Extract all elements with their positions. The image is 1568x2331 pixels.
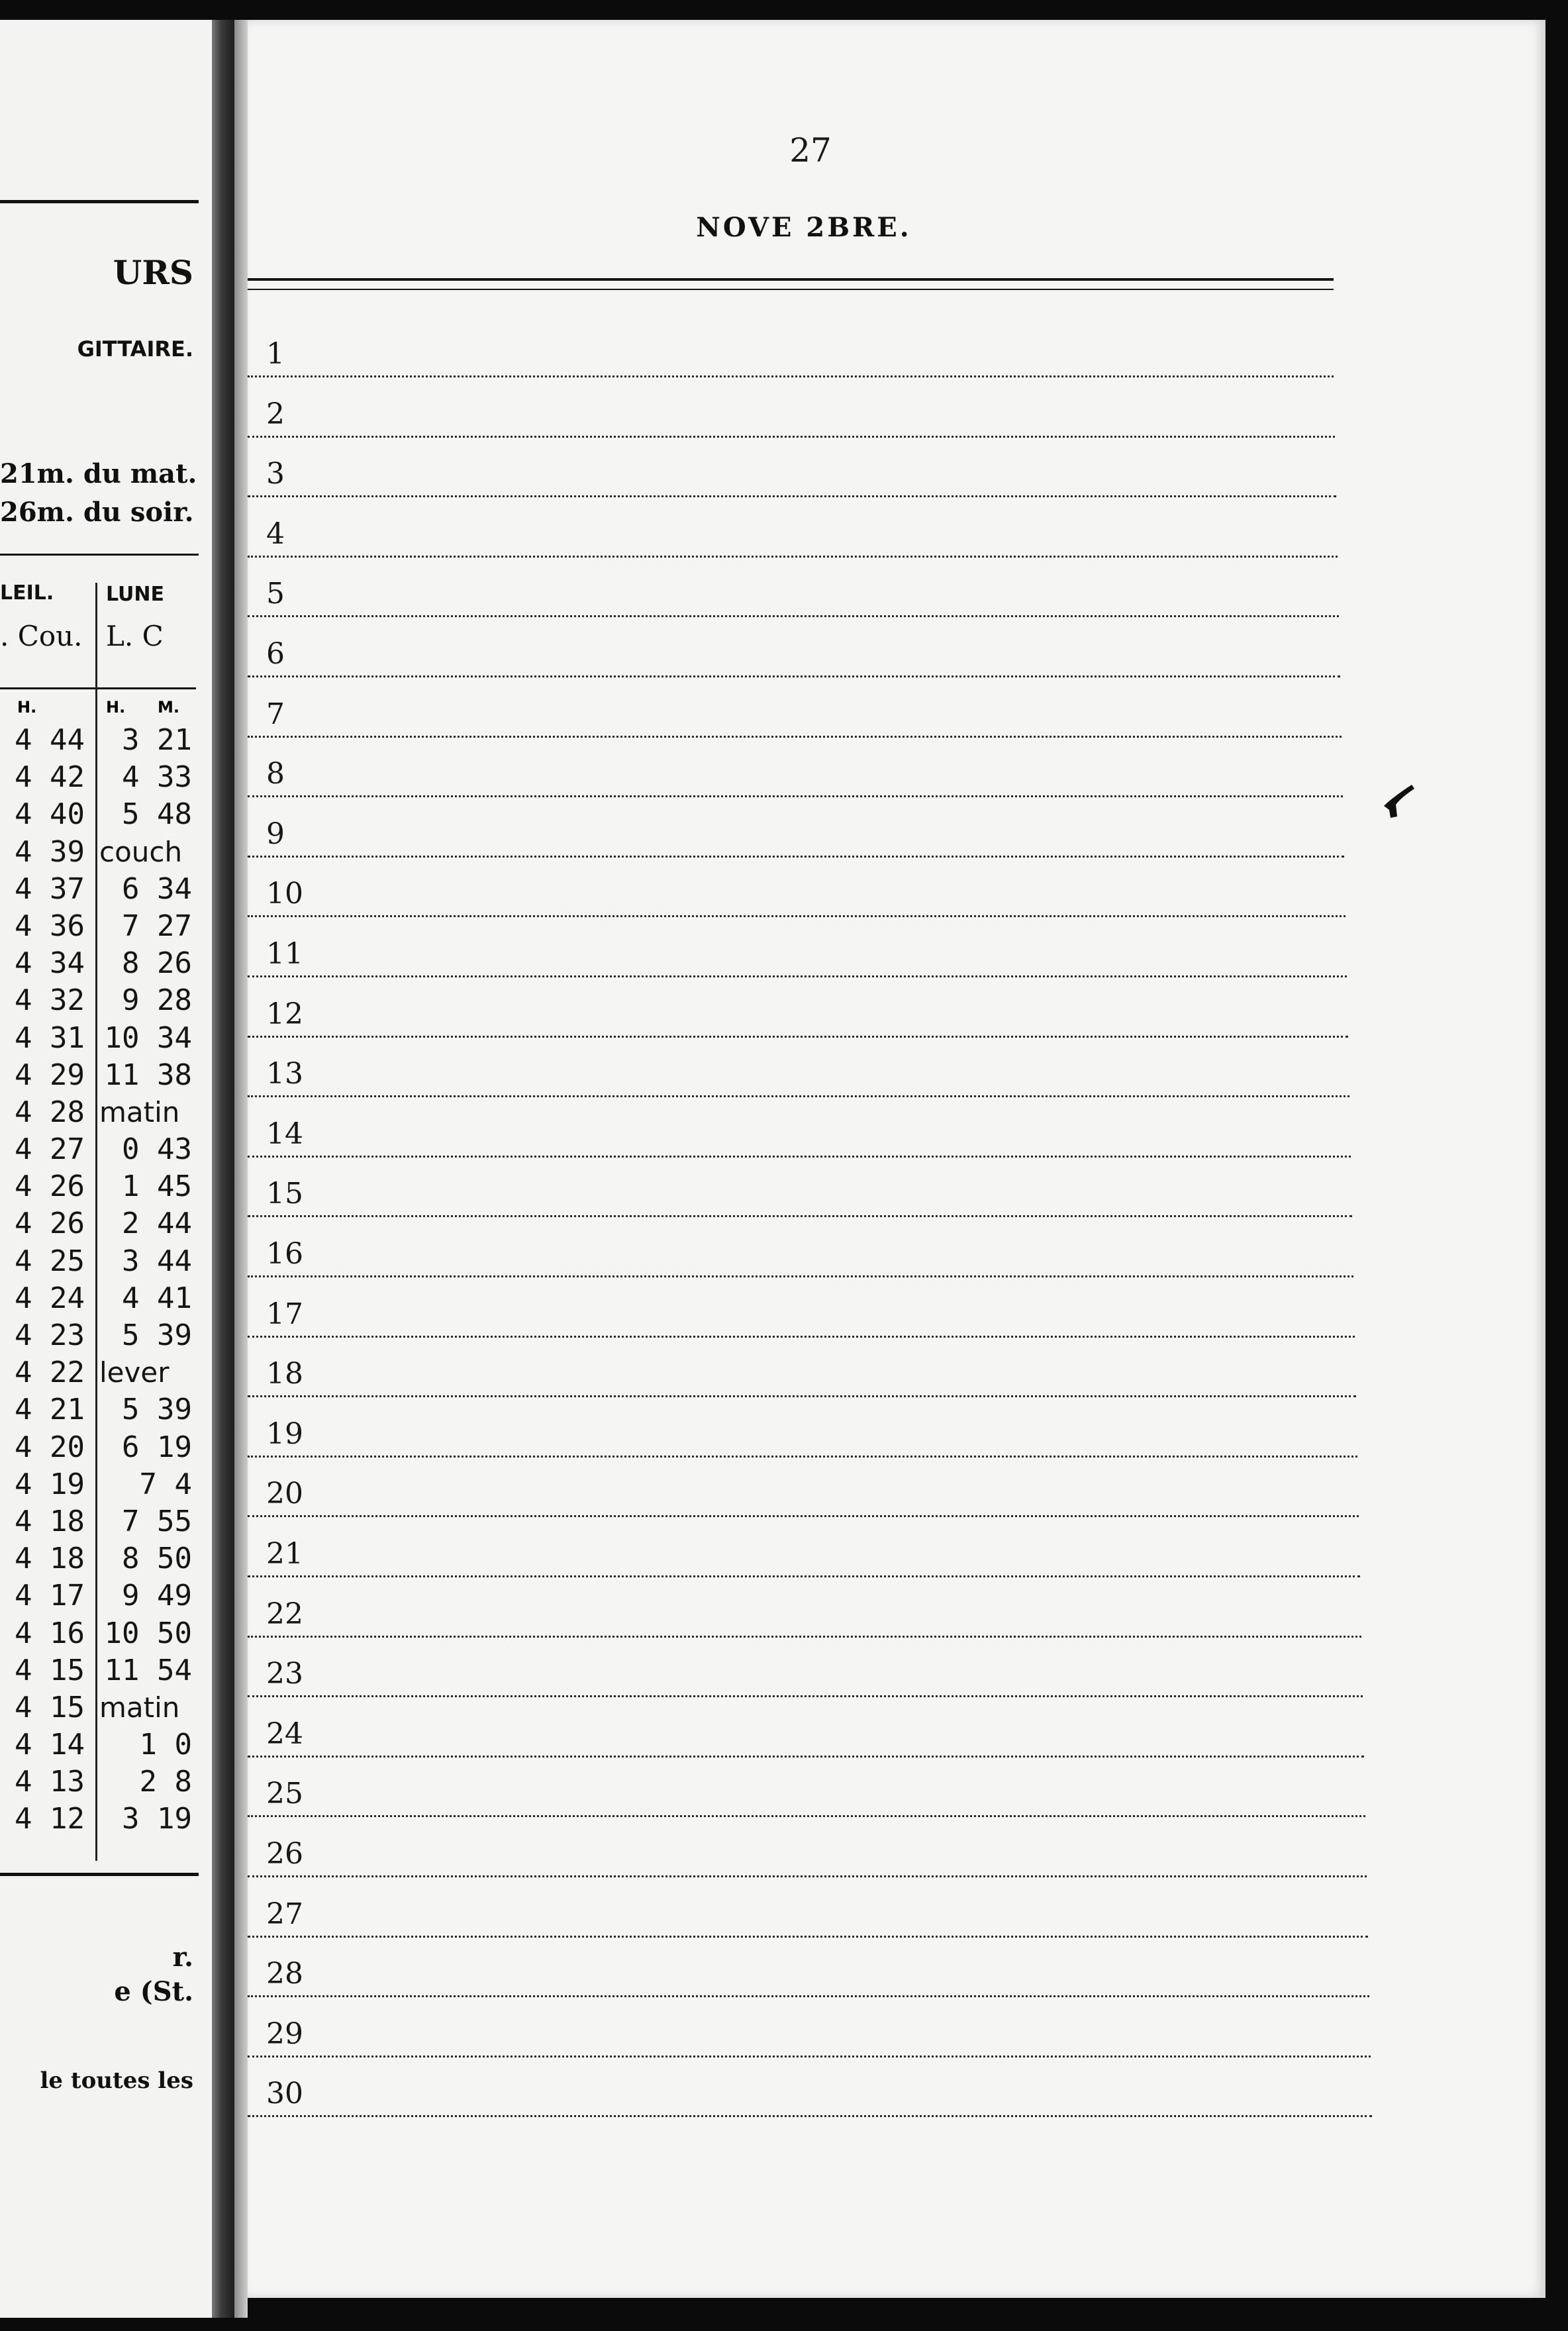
moon-time: 6 34 bbox=[122, 871, 192, 906]
dotted-writing-line bbox=[248, 1395, 1356, 1397]
ephemeris-row bbox=[0, 1020, 196, 1057]
moon-time: 7 55 bbox=[122, 1504, 192, 1538]
moon-column-header: LUNE bbox=[106, 583, 165, 606]
moon-time: couch bbox=[99, 835, 183, 868]
day-row bbox=[248, 1998, 1371, 2058]
ephemeris-row bbox=[0, 1429, 196, 1466]
diary-day-lines bbox=[248, 20, 1373, 2271]
moon-time: 6 19 bbox=[122, 1430, 192, 1464]
moon-time: lever bbox=[99, 1356, 170, 1389]
day-number: 2 bbox=[266, 397, 285, 431]
dotted-writing-line bbox=[248, 615, 1339, 617]
moon-time: matin bbox=[99, 1095, 180, 1128]
sunset-time: 4 18 bbox=[15, 1542, 85, 1576]
sunset-time: 4 31 bbox=[15, 1020, 85, 1055]
day-number: 16 bbox=[266, 1237, 303, 1271]
day-row bbox=[248, 738, 1343, 797]
day-row bbox=[248, 1818, 1367, 1877]
day-number: 25 bbox=[266, 1777, 303, 1810]
moon-time: 5 39 bbox=[122, 1318, 192, 1352]
day-number: 22 bbox=[266, 1597, 303, 1631]
day-row bbox=[248, 1158, 1352, 1217]
ephemeris-row bbox=[0, 1094, 196, 1131]
day-number: 23 bbox=[266, 1657, 303, 1691]
ink-mark bbox=[1377, 778, 1417, 824]
day-number: 18 bbox=[266, 1357, 303, 1391]
dotted-writing-line bbox=[248, 2115, 1372, 2117]
left-top-rule bbox=[0, 200, 199, 203]
day-row bbox=[248, 1398, 1357, 1458]
sunset-time: 4 40 bbox=[15, 797, 85, 832]
sunset-time: 4 16 bbox=[15, 1616, 85, 1650]
moon-time: 2 8 bbox=[139, 1765, 192, 1799]
moon-units-m-label: M. bbox=[158, 698, 179, 717]
ephemeris-row bbox=[0, 945, 196, 982]
sunset-time: 4 22 bbox=[15, 1356, 85, 1390]
moon-time: 9 28 bbox=[122, 983, 192, 1018]
day-row bbox=[248, 798, 1344, 858]
dotted-writing-line bbox=[248, 1695, 1363, 1697]
day-row bbox=[248, 618, 1340, 677]
dotted-writing-line bbox=[248, 795, 1343, 797]
left-page-fragment bbox=[0, 20, 212, 2318]
right-page bbox=[248, 20, 1545, 2298]
day-number: 30 bbox=[266, 2077, 303, 2110]
ephemeris-row bbox=[0, 1801, 196, 1838]
sunset-time: 4 29 bbox=[15, 1058, 85, 1092]
ephemeris-row bbox=[0, 1689, 196, 1726]
day-number: 1 bbox=[266, 337, 285, 371]
moon-time: 8 26 bbox=[122, 946, 192, 981]
day-row bbox=[248, 558, 1339, 617]
sunset-time: 4 27 bbox=[15, 1132, 85, 1167]
ephemeris-row bbox=[0, 1763, 196, 1801]
day-row bbox=[248, 318, 1334, 377]
day-number: 15 bbox=[266, 1177, 303, 1211]
day-number: 3 bbox=[266, 457, 285, 491]
dotted-writing-line bbox=[248, 1275, 1353, 1277]
dotted-writing-line bbox=[248, 495, 1336, 497]
moon-time: 1 45 bbox=[122, 1169, 192, 1204]
footer-line-1: r. bbox=[172, 1942, 193, 1973]
ephemeris-row bbox=[0, 982, 196, 1019]
moon-time: 3 21 bbox=[122, 723, 192, 757]
day-number: 20 bbox=[266, 1477, 303, 1511]
moon-time: 2 44 bbox=[122, 1207, 192, 1241]
day-number: 17 bbox=[266, 1297, 303, 1331]
book-gutter-shadow bbox=[212, 20, 234, 2318]
day-row bbox=[248, 1758, 1365, 1817]
sunset-time: 4 32 bbox=[15, 983, 85, 1018]
moon-time: 5 39 bbox=[122, 1393, 192, 1427]
book-gutter-edge bbox=[234, 20, 248, 2318]
footer-line-3: le toutes les bbox=[40, 2067, 193, 2094]
sunset-time: 4 37 bbox=[15, 871, 85, 906]
moon-time: 7 4 bbox=[139, 1467, 192, 1501]
sunset-time: 4 39 bbox=[15, 834, 85, 869]
sun-column-header: LEIL. bbox=[0, 581, 54, 605]
left-table-header-rule bbox=[0, 687, 196, 689]
ephemeris-row bbox=[0, 1057, 196, 1094]
footer-line-2: e (St. bbox=[114, 1976, 193, 2007]
day-number: 11 bbox=[266, 937, 303, 971]
day-row bbox=[248, 438, 1336, 497]
moon-time: 10 50 bbox=[104, 1616, 192, 1650]
dotted-writing-line bbox=[248, 1875, 1367, 1877]
moon-time: 10 34 bbox=[104, 1020, 192, 1055]
sunset-time: 4 19 bbox=[15, 1467, 85, 1501]
ephemeris-row bbox=[0, 1466, 196, 1503]
sunset-time: 4 13 bbox=[15, 1765, 85, 1799]
day-row bbox=[248, 1518, 1360, 1577]
moon-time: 9 49 bbox=[122, 1579, 192, 1613]
sunset-time: 4 15 bbox=[15, 1690, 85, 1724]
moon-time: matin bbox=[99, 1691, 180, 1724]
sun-subheader: . Cou. bbox=[0, 620, 83, 652]
moon-time: 1 0 bbox=[139, 1728, 192, 1762]
day-row bbox=[248, 2058, 1372, 2117]
dotted-writing-line bbox=[248, 1575, 1360, 1577]
sunset-time: 4 44 bbox=[15, 723, 85, 757]
sunset-time: 4 28 bbox=[15, 1095, 85, 1129]
sunset-time: 4 21 bbox=[15, 1393, 85, 1427]
day-number: 8 bbox=[266, 757, 285, 791]
sunset-time: 4 34 bbox=[15, 946, 85, 981]
day-row bbox=[248, 1458, 1359, 1517]
day-number: 19 bbox=[266, 1417, 303, 1451]
day-row bbox=[248, 1578, 1361, 1638]
day-row bbox=[248, 378, 1335, 438]
moon-phase-line-1: 21m. du mat. bbox=[0, 458, 197, 489]
day-number: 29 bbox=[266, 2017, 303, 2051]
day-row bbox=[248, 1878, 1368, 1938]
ephemeris-row bbox=[0, 1540, 196, 1577]
sunset-time: 4 14 bbox=[15, 1728, 85, 1762]
ephemeris-row bbox=[0, 1280, 196, 1317]
day-number: 5 bbox=[266, 577, 285, 611]
dotted-writing-line bbox=[248, 915, 1346, 917]
moon-units-h-label: H. bbox=[106, 698, 126, 717]
sunset-time: 4 12 bbox=[15, 1802, 85, 1836]
ephemeris-table bbox=[0, 722, 196, 1838]
ephemeris-row bbox=[0, 722, 196, 759]
sunset-time: 4 26 bbox=[15, 1207, 85, 1241]
dotted-writing-line bbox=[248, 975, 1347, 977]
day-row bbox=[248, 1938, 1369, 1997]
dotted-writing-line bbox=[248, 1815, 1365, 1817]
ephemeris-row bbox=[0, 834, 196, 871]
page-number: 27 bbox=[789, 131, 832, 170]
day-number: 12 bbox=[266, 997, 303, 1031]
ephemeris-row bbox=[0, 1503, 196, 1540]
day-number: 27 bbox=[266, 1897, 303, 1931]
sunset-time: 4 24 bbox=[15, 1281, 85, 1315]
day-number: 10 bbox=[266, 877, 303, 911]
day-row bbox=[248, 978, 1348, 1038]
ephemeris-row bbox=[0, 1652, 196, 1689]
ephemeris-row bbox=[0, 1131, 196, 1168]
day-number: 14 bbox=[266, 1117, 303, 1151]
day-row bbox=[248, 1098, 1351, 1158]
ephemeris-row bbox=[0, 1317, 196, 1354]
day-number: 9 bbox=[266, 817, 285, 851]
ephemeris-row bbox=[0, 1354, 196, 1391]
ephemeris-row bbox=[0, 759, 196, 796]
ephemeris-row bbox=[0, 796, 196, 833]
ephemeris-row bbox=[0, 1243, 196, 1280]
month-heading: NOVE 2BRE. bbox=[696, 212, 912, 243]
day-row bbox=[248, 1638, 1363, 1697]
left-bottom-rule bbox=[0, 1873, 199, 1876]
ephemeris-row bbox=[0, 1577, 196, 1614]
day-row bbox=[248, 1038, 1349, 1097]
moon-time: 7 27 bbox=[122, 909, 192, 943]
sunset-time: 4 23 bbox=[15, 1318, 85, 1352]
day-row bbox=[248, 1338, 1356, 1397]
moon-time: 3 19 bbox=[122, 1802, 192, 1836]
sunset-time: 4 15 bbox=[15, 1653, 85, 1687]
day-row bbox=[248, 678, 1342, 738]
day-number: 26 bbox=[266, 1837, 303, 1871]
units-h-label: H. bbox=[17, 698, 37, 717]
day-number: 6 bbox=[266, 637, 285, 671]
day-number: 7 bbox=[266, 697, 285, 731]
left-heading-fragment: URS bbox=[113, 253, 193, 292]
moon-time: 3 44 bbox=[122, 1244, 192, 1278]
day-row bbox=[248, 918, 1347, 977]
sunset-time: 4 20 bbox=[15, 1430, 85, 1464]
moon-time: 4 41 bbox=[122, 1281, 192, 1315]
zodiac-sign-fragment: GITTAIRE. bbox=[77, 336, 193, 362]
ephemeris-row bbox=[0, 871, 196, 908]
day-row bbox=[248, 858, 1346, 917]
day-number: 13 bbox=[266, 1057, 303, 1091]
day-number: 28 bbox=[266, 1957, 303, 1991]
sunset-time: 4 18 bbox=[15, 1504, 85, 1538]
ephemeris-row bbox=[0, 1726, 196, 1763]
dotted-writing-line bbox=[248, 1215, 1352, 1217]
ephemeris-row bbox=[0, 1205, 196, 1242]
dotted-writing-line bbox=[248, 675, 1340, 677]
left-header-rule bbox=[0, 554, 199, 556]
moon-time: 11 54 bbox=[104, 1653, 192, 1687]
day-number: 24 bbox=[266, 1717, 303, 1751]
sunset-time: 4 25 bbox=[15, 1244, 85, 1278]
moon-time: 11 38 bbox=[104, 1058, 192, 1092]
day-number: 4 bbox=[266, 517, 285, 551]
moon-phase-line-2: 26m. du soir. bbox=[0, 497, 194, 528]
moon-time: 0 43 bbox=[122, 1132, 192, 1167]
sunset-time: 4 26 bbox=[15, 1169, 85, 1204]
sunset-time: 4 17 bbox=[15, 1579, 85, 1613]
day-row bbox=[248, 1218, 1353, 1277]
sunset-time: 4 42 bbox=[15, 760, 85, 795]
day-row bbox=[248, 498, 1338, 558]
ephemeris-row bbox=[0, 1391, 196, 1428]
dotted-writing-line bbox=[248, 375, 1334, 377]
dotted-writing-line bbox=[248, 1095, 1349, 1097]
moon-time: 4 33 bbox=[122, 760, 192, 795]
day-row bbox=[248, 1278, 1355, 1338]
moon-subheader: L. C bbox=[106, 620, 164, 652]
dotted-writing-line bbox=[248, 1995, 1369, 1997]
ephemeris-row bbox=[0, 1168, 196, 1205]
ephemeris-row bbox=[0, 908, 196, 945]
scan-border bbox=[1545, 20, 1568, 2318]
day-row bbox=[248, 1698, 1364, 1758]
sunset-time: 4 36 bbox=[15, 909, 85, 943]
ephemeris-row bbox=[0, 1615, 196, 1652]
day-number: 21 bbox=[266, 1537, 303, 1571]
moon-time: 8 50 bbox=[122, 1542, 192, 1576]
moon-time: 5 48 bbox=[122, 797, 192, 832]
dotted-writing-line bbox=[248, 1515, 1359, 1517]
